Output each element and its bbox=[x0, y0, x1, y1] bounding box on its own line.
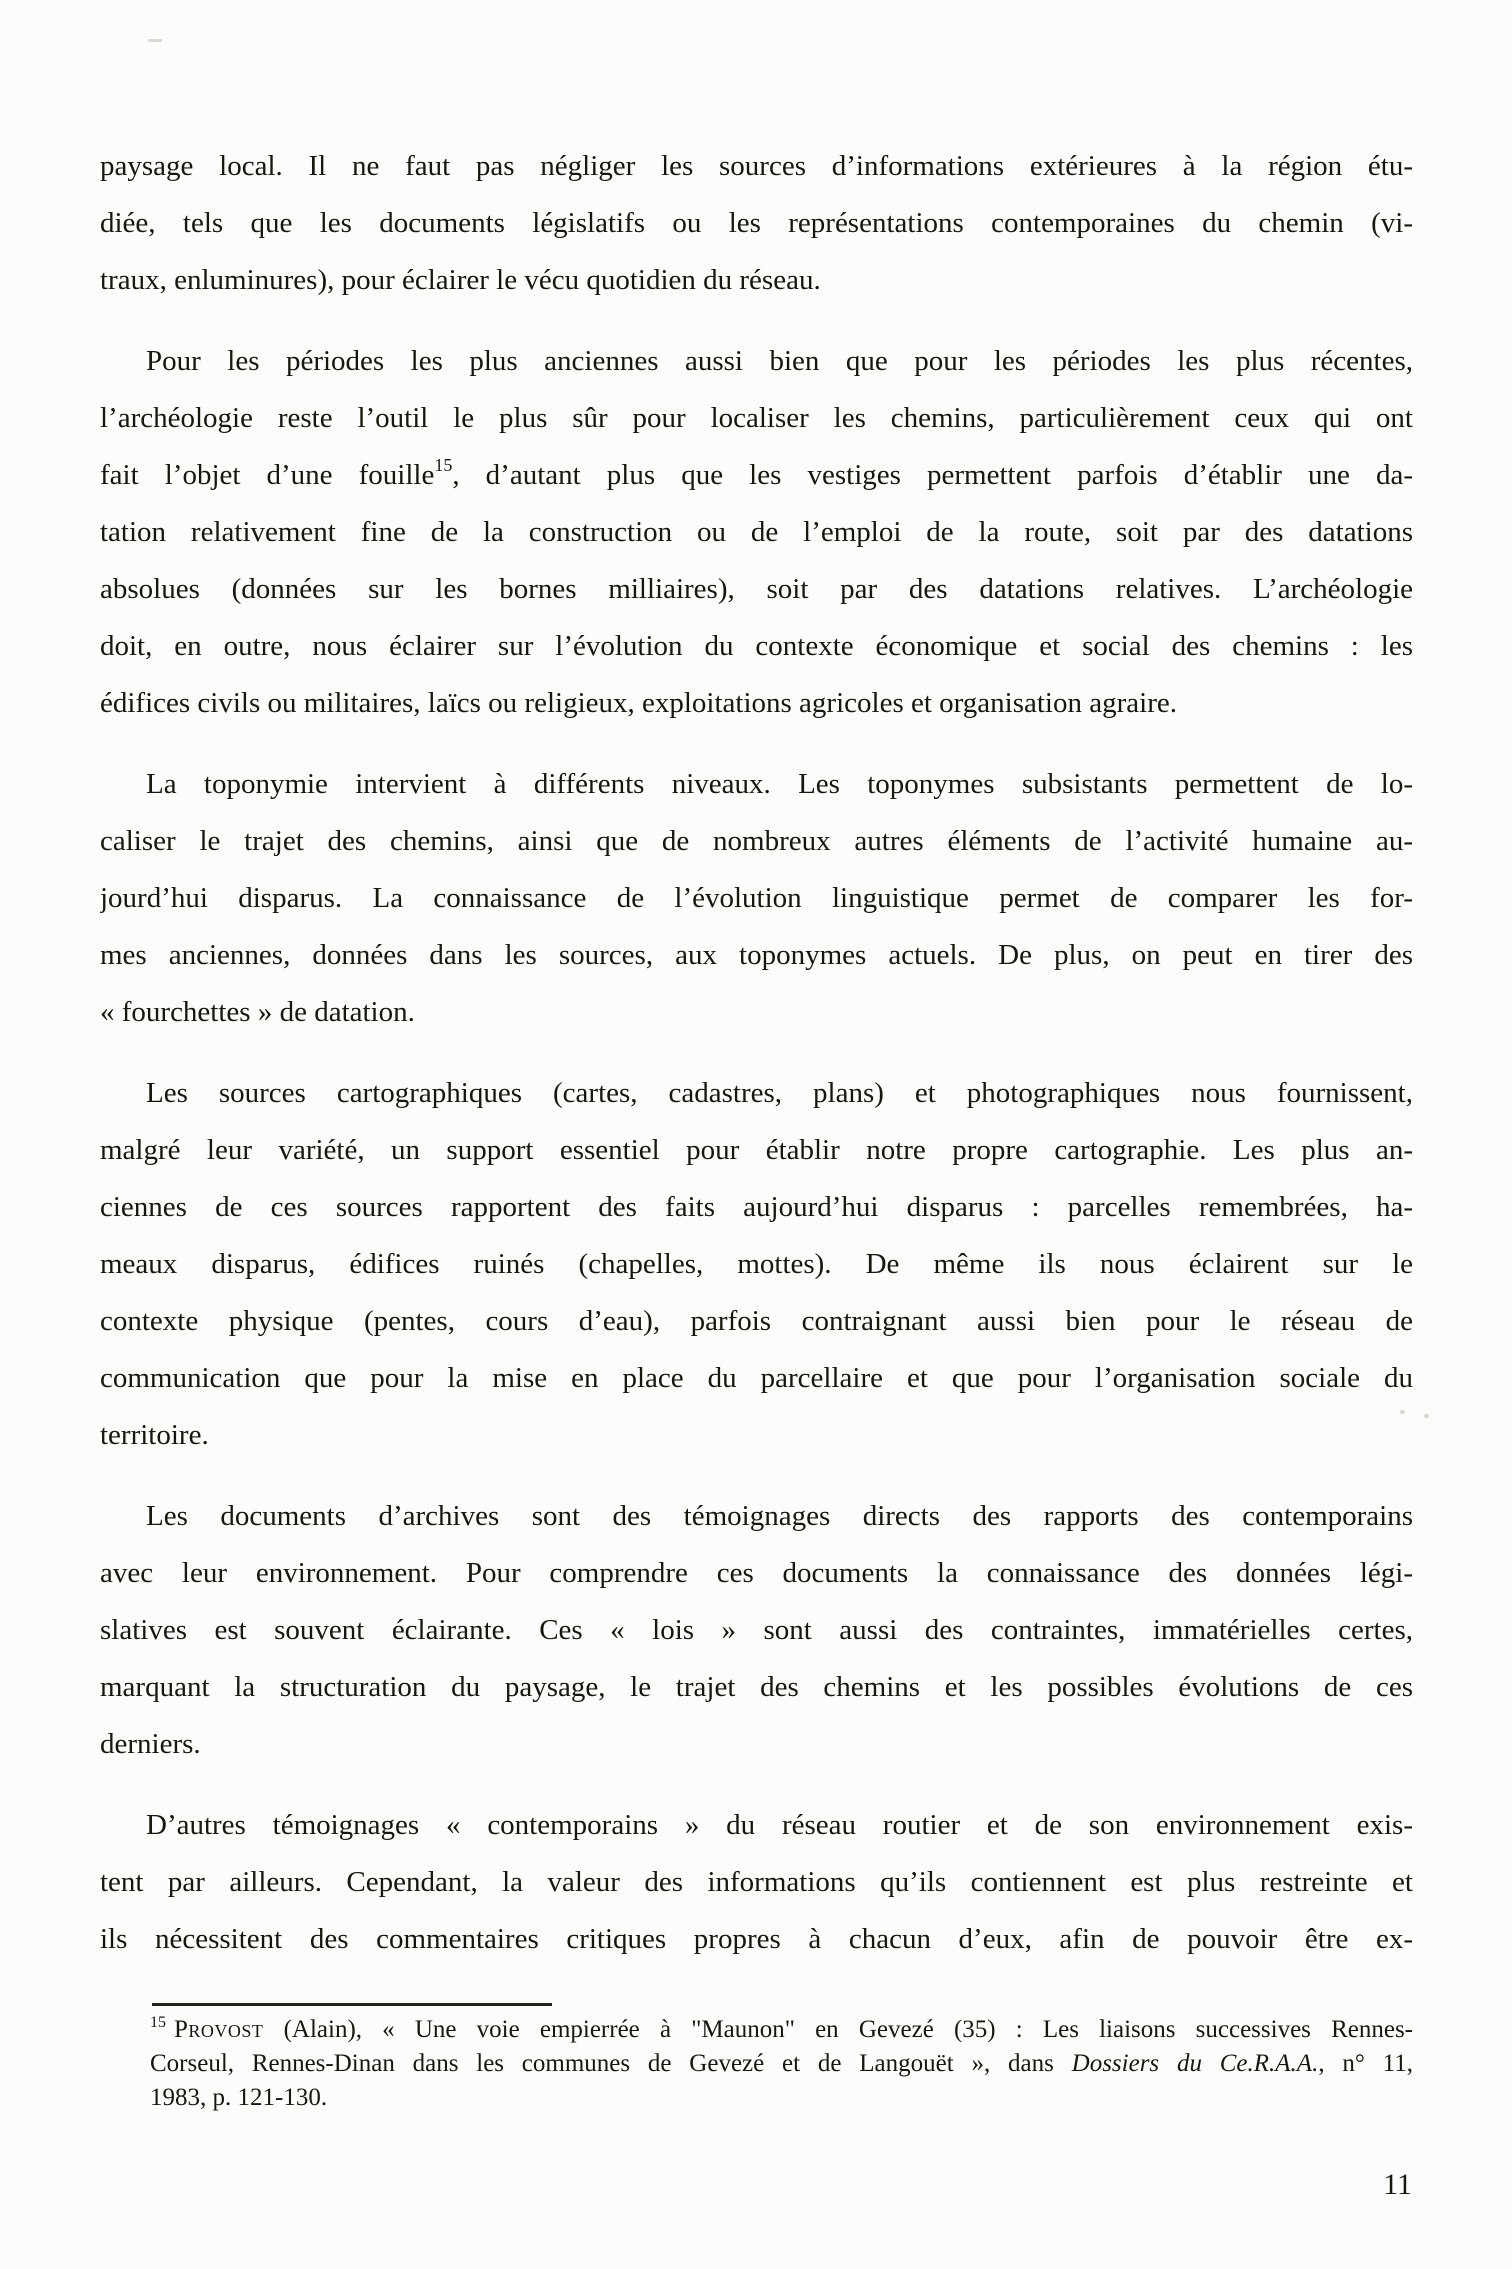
text-line: marquant la structuration du paysage, le trajet des chemins et les possibles évolutions de ces bbox=[100, 1671, 1413, 1703]
text-line: avec leur environnement. Pour comprendre ces documents la connaissance des données légi- bbox=[100, 1557, 1413, 1589]
text-line: ils nécessitent des commentaires critiques propres à chacun d’eux, afin de pouvoir être ex- bbox=[100, 1923, 1413, 1955]
text-block bbox=[100, 138, 1413, 2115]
text-line: tent par ailleurs. Cependant, la valeur des informations qu’ils contiennent est plus restreinte et bbox=[100, 1866, 1413, 1898]
text-line: ciennes de ces sources rapportent des faits aujourd’hui disparus : parcelles remembrées, ha- bbox=[100, 1191, 1413, 1223]
text-line: Les sources cartographiques (cartes, cadastres, plans) et photographiques nous fournissent, bbox=[146, 1077, 1413, 1109]
text-line: Pour les périodes les plus anciennes aussi bien que pour les périodes les plus récentes, bbox=[146, 345, 1413, 377]
scan-artifact bbox=[1424, 1414, 1429, 1418]
text-line: diée, tels que les documents législatifs ou les représentations contemporaines du chemin (vi- bbox=[100, 207, 1413, 239]
footnote-line bbox=[150, 2013, 1413, 2047]
footnote-number: 15 bbox=[150, 2014, 166, 2031]
text-segment: Corseul, Rennes-Dinan dans les communes de Gevezé et de Langouët », dans bbox=[150, 2050, 1072, 2077]
paragraph bbox=[100, 1488, 1413, 1773]
text-segment: , n° 11, bbox=[1318, 2050, 1413, 2077]
text-line: absolues (données sur les bornes milliaires), soit par des datations relatives. L’archéologie bbox=[100, 573, 1413, 605]
journal-title: Dossiers du Ce.R.A.A. bbox=[1071, 2050, 1319, 2077]
text-line: tation relativement fine de la construction ou de l’emploi de la route, soit par des datations bbox=[100, 516, 1413, 548]
paragraph bbox=[100, 1797, 1413, 1968]
text-line: « fourchettes » de datation. bbox=[100, 996, 415, 1028]
footnote bbox=[150, 2013, 1413, 2115]
text-line: traux, enluminures), pour éclairer le vécu quotidien du réseau. bbox=[100, 264, 821, 296]
text-line: mes anciennes, données dans les sources, aux toponymes actuels. De plus, on peut en tirer des bbox=[100, 939, 1413, 971]
text-line: l’archéologie reste l’outil le plus sûr pour localiser les chemins, particulièrement ceux qui ont bbox=[100, 402, 1413, 434]
text-segment: , d’autant plus que les vestiges permettent parfois d’établir une da- bbox=[452, 459, 1413, 491]
text-line: territoire. bbox=[100, 1419, 209, 1451]
text-line: caliser le trajet des chemins, ainsi que de nombreux autres éléments de l’activité humaine au- bbox=[100, 825, 1413, 857]
scan-artifact bbox=[148, 39, 162, 42]
paragraph bbox=[100, 333, 1413, 732]
paragraph bbox=[100, 138, 1413, 309]
text-line: contexte physique (pentes, cours d’eau), parfois contraignant aussi bien pour le réseau de bbox=[100, 1305, 1413, 1337]
footnote-line: 1983, p. 121-130. bbox=[150, 2084, 328, 2111]
text-line: D’autres témoignages « contemporains » du réseau routier et de son environnement exis- bbox=[146, 1809, 1413, 1841]
text-line: Les documents d’archives sont des témoignages directs des rapports des contemporains bbox=[146, 1500, 1413, 1532]
footnote-reference-15: 15 bbox=[434, 455, 453, 475]
text-line: malgré leur variété, un support essentiel pour établir notre propre cartographie. Les plus an- bbox=[100, 1134, 1413, 1166]
paragraph bbox=[100, 756, 1413, 1041]
text-line: meaux disparus, édifices ruinés (chapelles, mottes). De même ils nous éclairent sur le bbox=[100, 1248, 1413, 1280]
text-line: slatives est souvent éclairante. Ces « lois » sont aussi des contraintes, immatérielles certes, bbox=[100, 1614, 1413, 1646]
text-line: paysage local. Il ne faut pas négliger les sources d’informations extérieures à la région étu- bbox=[100, 150, 1413, 182]
footnote-author: Provost bbox=[174, 2016, 264, 2043]
text-line: doit, en outre, nous éclairer sur l’évolution du contexte économique et social des chemins : les bbox=[100, 630, 1413, 662]
footnote-separator bbox=[152, 2003, 552, 2006]
footnote-line bbox=[150, 2047, 1413, 2081]
text-segment: fait l’objet d’une fouille bbox=[100, 459, 435, 491]
text-line: derniers. bbox=[100, 1728, 201, 1760]
text-line: La toponymie intervient à différents niveaux. Les toponymes subsistants permettent de lo- bbox=[146, 768, 1413, 800]
page-number: 11 bbox=[1383, 2168, 1412, 2201]
text-line: édifices civils ou militaires, laïcs ou religieux, exploitations agricoles et organisation agraire. bbox=[100, 687, 1177, 719]
text-line: jourd’hui disparus. La connaissance de l’évolution linguistique permet de comparer les for- bbox=[100, 882, 1413, 914]
text-line: communication que pour la mise en place du parcellaire et que pour l’organisation sociale du bbox=[100, 1362, 1413, 1394]
text-line bbox=[100, 447, 1413, 504]
text-segment: (Alain), « Une voie empierrée à "Maunon" en Gevezé (35) : Les liaisons successives Rennes- bbox=[263, 2016, 1413, 2043]
paragraph bbox=[100, 1065, 1413, 1464]
